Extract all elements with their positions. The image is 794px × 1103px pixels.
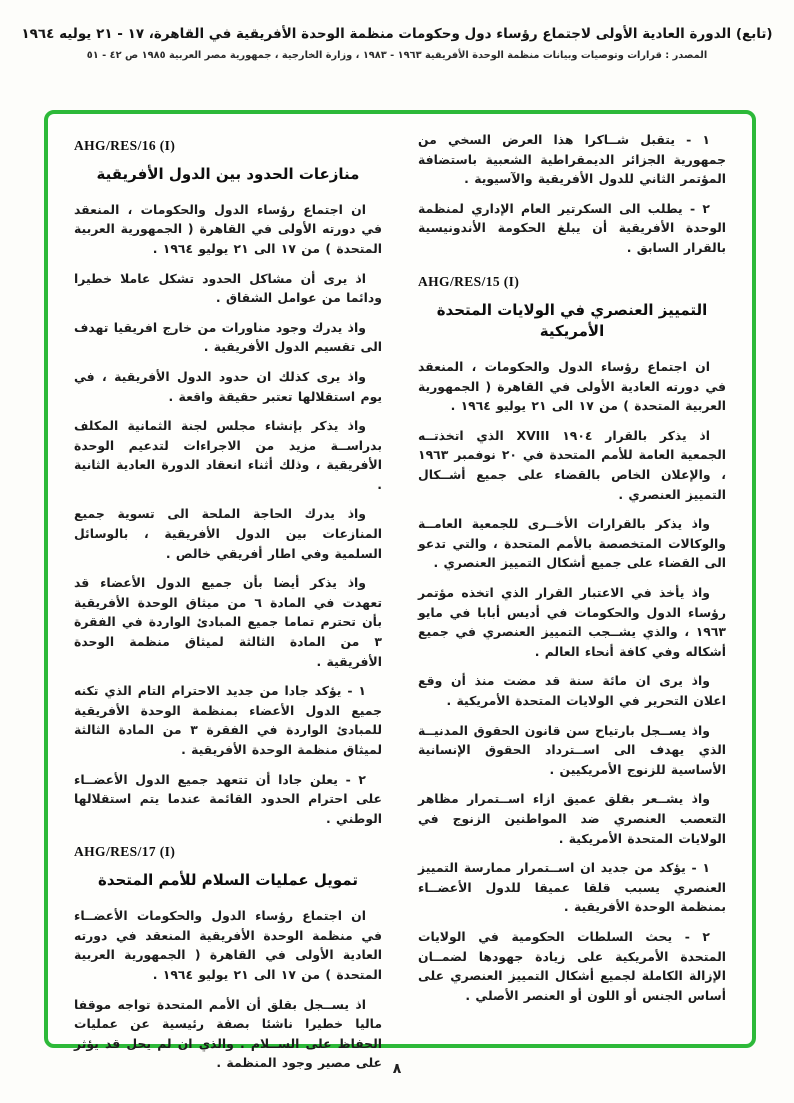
paragraph: واذ يذكر أيضا بأن جميع الدول الأعضاء قد تعهدت في المادة ٦ من ميثاق الوحدة الأفريقية بأن تحترم تماما جميع المبادئ الواردة في الفقرة ٣ من المادة الثالثة لميثاق منظمة الوحدة الأفريقية . [74, 575, 382, 669]
page-number: ٨ [392, 1061, 402, 1077]
paragraph: واذ يدرك وجود مناورات من خارج افريقيا تهدف الى تقسيم الدول الأفريقية . [74, 319, 382, 355]
paragraph: ٢ - يطلب الى السكرتير العام الإداري لمنظمة الوحدة الأفريقية أن يبلغ الحكومة الأندونيسية بالقرار السابق . [418, 200, 726, 255]
content-frame [44, 110, 756, 1071]
paragraph: واذ يرى ان مائة سنة قد مضت منذ أن وقع اعلان التحرير في الولايات المتحدة الأمريكية . [418, 673, 726, 708]
resolution-title-17: تمويل عمليات السلام للأمم المتحدة [97, 871, 359, 890]
paragraph: اذ يرى أن مشاكل الحدود تشكل عاملا خطيرا ودائما من عوامل الشقاق . [74, 270, 382, 306]
resolution-code-17: AHG/RES/17 (I) [74, 844, 176, 860]
paragraph: واذ يشــعر بقلق عميق ازاء اســتمرار مظاهر التعصب العنصري ضد المواطنين الزنوج في الولايات المتحدة الأمريكية . [418, 791, 726, 846]
resolution-title-16: منازعات الحدود بين الدول الأفريقية [96, 165, 360, 183]
paragraph: ان اجتماع رؤساء الدول والحكومات ، المنعقد في دورته العادية الأولى في القاهرة ( الجمهورية العربية المتحدة ) من ١٧ الى ٢١ يوليو ١٩٦٤ . [418, 359, 726, 414]
paragraph: واذ يســجل بارتياح سن قانون الحقوق المدنيــة الذي يهدف الى اســترداد الحقوق الإنسانية الأساسية للزنوج الأمريكيين . [418, 722, 726, 777]
paragraph: واذ يأخذ في الاعتبار القرار الذي اتخذه مؤتمر رؤساء الدول والحكومات في أديس أبابا في مايو ١٩٦٣ ، والذي يشــجب التمييز العنصري في جميع أشكاله وفي كافة أنحاء العالم . [418, 585, 726, 659]
paragraph: واذ يذكر بالقرارات الأخــرى للجمعية العامــة والوكالات المتخصصة بالأمم المتحدة ، والتي تدعو الى القضاء على جميع أشكال التمييز العنصري . [418, 516, 726, 571]
paragraph: ٢ - يعلن جادا أن تتعهد جميع الدول الأعضــاء على احترام الحدود القائمة عندما يتم استقلالها الوطني . [74, 771, 382, 826]
document-title: (تابع) الدورة العادية الأولى لاجتماع رؤساء دول وحكومات منظمة الوحدة الأفريقية في القاهرة، ١٧ - ٢١ يوليه ١٩٦٤ [21, 26, 773, 42]
column-left [74, 130, 382, 1071]
paragraph: ٢ - يحث السلطات الحكومية في الولايات المتحدة الأمريكية على زيادة جهودها لضمــان الإزالة الكاملة لجميع أشكال التمييز العنصري على أساس الجنس أو اللون أو العنصر الأصلي . [418, 928, 726, 1003]
paragraph: ١ - يتقبل شــاكرا هذا العرض السخي من جمهورية الجزائر الديمقراطية الشعبية باستضافة المؤتمر الثاني للدول الأفريقية والآسيوية . [418, 132, 726, 187]
paragraph: ١ - يؤكد من جديد ان اســتمرار ممارسة التمييز العنصري يسبب قلقا عميقا للدول الأعضــاء بمنظمة الوحدة الأفريقية . [418, 860, 726, 915]
document-header [10, 26, 784, 61]
document-source-line: المصدر : قرارات وتوصيات وبيانات منظمة الوحدة الأفريقية ١٩٦٣ - ١٩٨٣ ، وزارة الخارجية ، جمهورية مصر العربية ١٩٨٥ ص ٤٢ - ٥١ [86, 50, 708, 61]
paragraph: اذ يســجل بقلق أن الأمم المتحدة تواجه موقفا ماليا خطيرا ناشئا بصفة رئيسية عن عمليات الحفاظ على الســلام . والذي ان لم يحل قد يؤثر على مصير وجود المنظمة . [74, 996, 382, 1071]
paragraph: ان اجتماع رؤساء الدول والحكومات ، المنعقد في دورته الأولى في القاهرة ( الجمهورية العربية المتحدة ) من ١٧ الى ٢١ يوليو ١٩٦٤ . [74, 201, 382, 256]
paragraph: ١ - يؤكد جادا من جديد الاحترام التام الذي تكنه جميع الدول الأعضاء بمنظمة الوحدة الأفريقية للمبادئ الواردة في الفقرة ٣ من المادة الثالثة لميثاق منظمة الوحدة الأفريقية . [74, 683, 382, 757]
resolution-title-15: التمييز العنصري في الولايات المتحدة الأمريكية [436, 300, 708, 341]
paragraph: ان اجتماع رؤساء الدول والحكومات الأعضــاء في منظمة الوحدة الأفريقية المنعقد في دورته العادية الأولى في القاهرة ( الجمهورية العربية المتحدة ) من ١٧ الى ٢١ يوليو ١٩٦٤ . [74, 908, 382, 982]
paragraph: واذ يذكر بإنشاء مجلس لجنة الثمانية المكلف بدراســة مزيد من الاجراءات لتدعيم الوحدة الأفريقية ، وذلك أثناء انعقاد الدورة العادية الثانية . [74, 418, 382, 492]
paragraph: واذ يدرك الحاجة الملحة الى تسوية جميع المنازعات بين الدول الأفريقية ، بالوسائل السلمية وفي اطار أفريقي خالص . [74, 506, 382, 561]
resolution-code-15: AHG/RES/15 (I) [418, 273, 520, 289]
paragraph: واذ يرى كذلك ان حدود الدول الأفريقية ، في يوم استقلالها تعتبر حقيقة واقعة . [74, 368, 382, 404]
column-right [418, 130, 726, 1036]
resolution-code-16: AHG/RES/16 (I) [74, 138, 176, 153]
two-column-layout [74, 130, 726, 1071]
paragraph: اذ يذكر بالقرار ١٩٠٤ XVIII الذي اتخذتــه الجمعية العامة للأمم المتحدة في ٢٠ نوفمبر ١٩٦٣ ، والإعلان الخاص بالقضاء على جميع أشــكال التمييز العنصري . [418, 427, 726, 502]
